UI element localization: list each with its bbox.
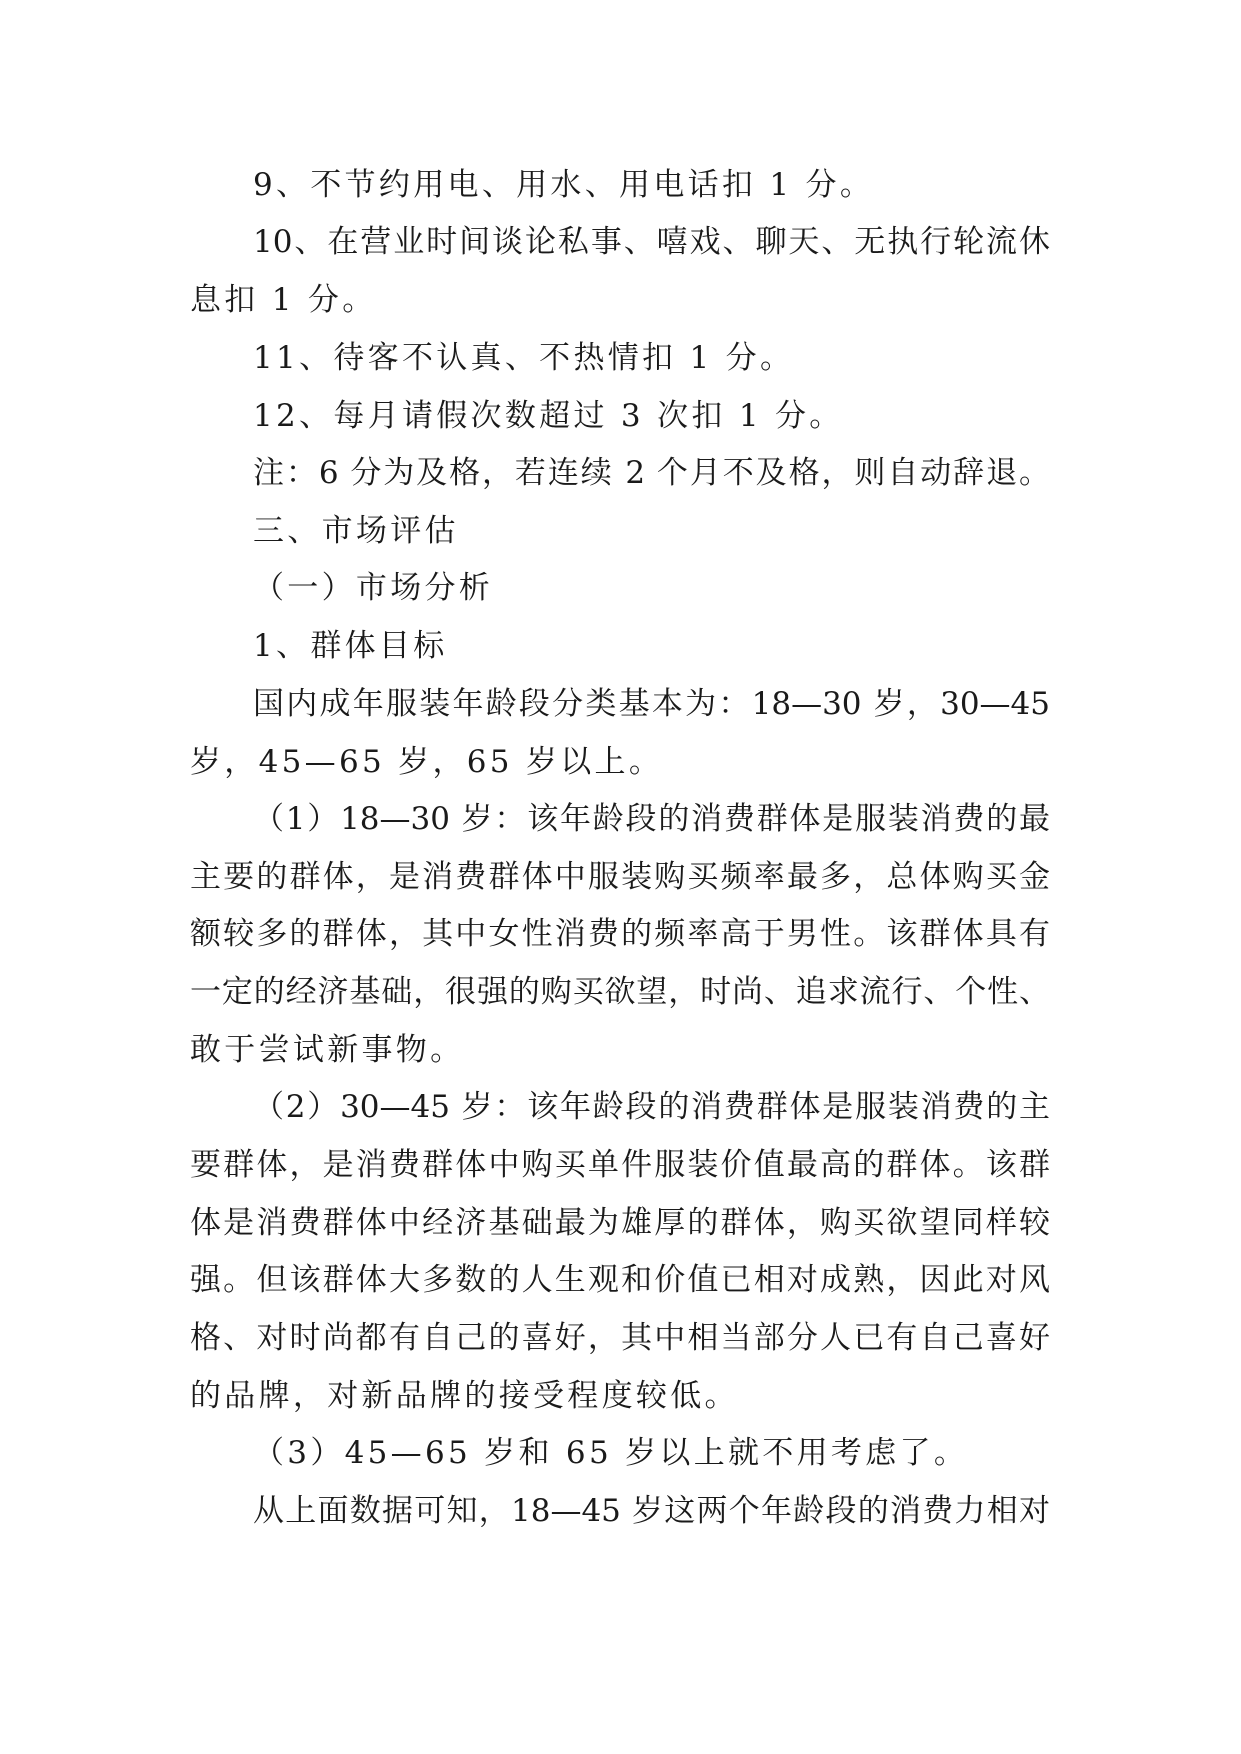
text-line: 的品牌，对新品牌的接受程度较低。 xyxy=(190,1378,739,1414)
text-line: 强。但该群体大多数的人生观和价值已相对成熟，因此对风 xyxy=(190,1262,1050,1298)
text-line: 敢于尝试新事物。 xyxy=(190,1032,465,1068)
text-line: 从上面数据可知，18—45 岁这两个年龄段的消费力相对 xyxy=(253,1493,1050,1529)
text-line: 额较多的群体，其中女性消费的频率高于男性。该群体具有 xyxy=(190,916,1050,952)
text-line: 一定的经济基础，很强的购买欲望，时尚、追求流行、个性、 xyxy=(190,974,1050,1010)
text-line: （1）18—30 岁：该年龄段的消费群体是服装消费的最 xyxy=(253,801,1050,837)
text-line: 体是消费群体中经济基础最为雄厚的群体，购买欲望同样较 xyxy=(190,1205,1050,1241)
text-line: 注：6 分为及格，若连续 2 个月不及格，则自动辞退。 xyxy=(253,455,1050,491)
text-line: 12、每月请假次数超过 3 次扣 1 分。 xyxy=(253,398,844,434)
text-line: 主要的群体，是消费群体中服装购买频率最多，总体购买金 xyxy=(190,859,1050,895)
text-line: 息扣 1 分。 xyxy=(190,282,377,318)
text-line: （2）30—45 岁：该年龄段的消费群体是服装消费的主 xyxy=(253,1089,1050,1125)
text-line: 11、待客不认真、不热情扣 1 分。 xyxy=(253,340,795,376)
text-line: （3）45—65 岁和 65 岁以上就不用考虑了。 xyxy=(253,1435,969,1471)
text-line: 要群体，是消费群体中购买单件服装价值最高的群体。该群 xyxy=(190,1147,1050,1183)
text-line: 国内成年服装年龄段分类基本为：18—30 岁，30—45 xyxy=(253,686,1050,722)
subsection-heading: （一）市场分析 xyxy=(253,570,494,606)
item-heading: 1、群体目标 xyxy=(253,628,448,664)
text-line: 格、对时尚都有自己的喜好，其中相当部分人已有自己喜好 xyxy=(190,1320,1050,1356)
text-line: 10、在营业时间谈论私事、嘻戏、聊天、无执行轮流休 xyxy=(253,224,1050,260)
section-heading: 三、市场评估 xyxy=(253,513,459,549)
text-line: 9、不节约用电、用水、用电话扣 1 分。 xyxy=(253,167,875,203)
text-line: 岁，45—65 岁，65 岁以上。 xyxy=(190,744,664,780)
